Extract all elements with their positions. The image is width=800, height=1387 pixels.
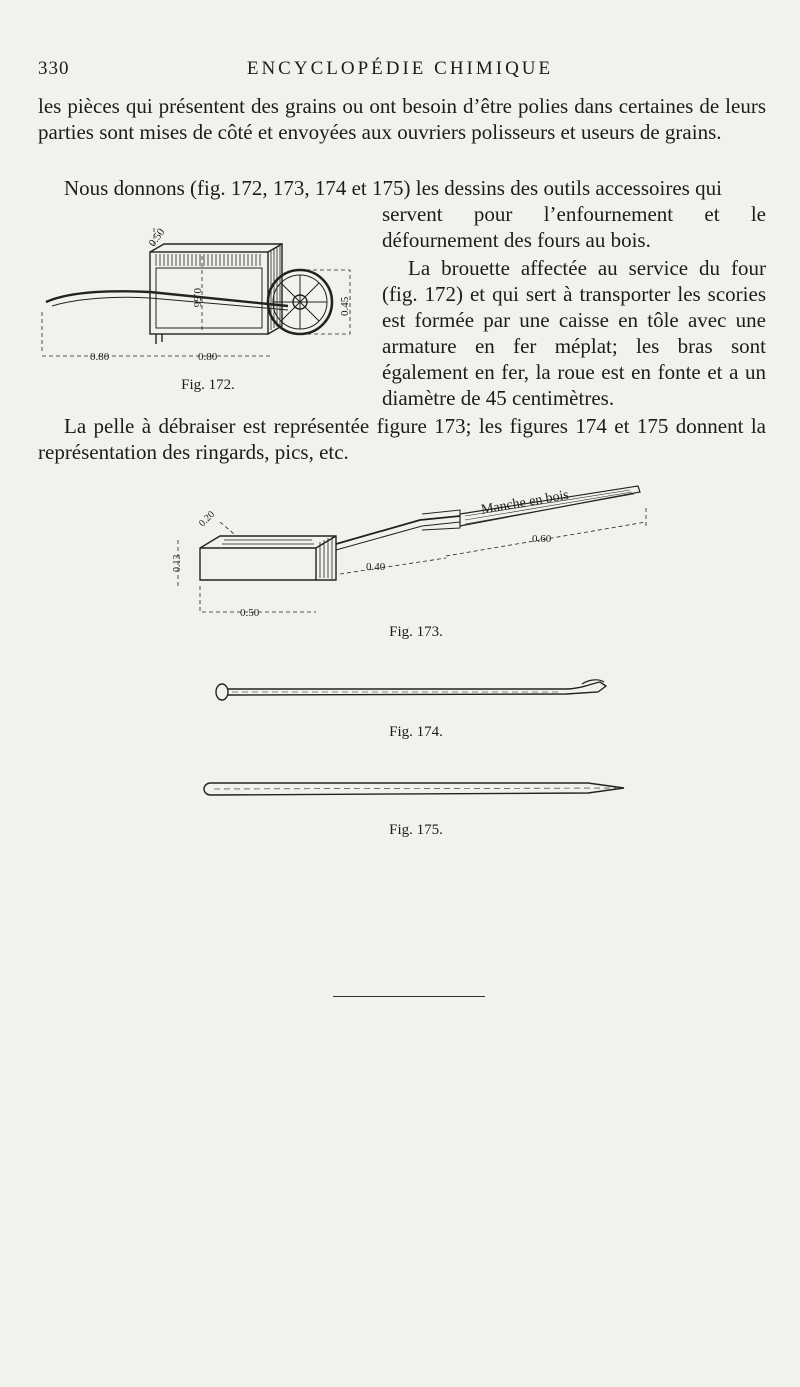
paragraph-2-rest: servent pour l’enfournement et le défournement des fours au bois.	[382, 202, 766, 252]
figure-172-wheelbarrow	[38, 222, 368, 374]
fig173-caption: Fig. 173.	[389, 624, 443, 640]
fig173-handle-label: Manche en bois	[480, 487, 571, 518]
fig173-dim-neck: 0.40	[366, 561, 386, 573]
page-number: 330	[38, 58, 70, 79]
fig172-dim-right: 0.80	[198, 351, 218, 363]
figure-173-shovel	[160, 470, 660, 622]
paragraph-1: les pièces qui présentent des grains ou ont besoin d’être polies dans certaines de leurs parties sont mises de côté et envoyées aux ouvriers polisseurs et useurs de grains.	[38, 94, 766, 144]
figure-174-ringard	[210, 674, 620, 710]
paragraph-3: La brouette affectée au service du four (fig. 172) et qui sert à transporter les scories est formée par une caisse en tôle avec une armature en fer méplat; les bras sont également en fer, la roue est en fonte et a un diamètre de 45 centimètres.	[382, 256, 766, 410]
barrow-wheel	[268, 270, 332, 334]
fig172-dim-wheel: 0.45	[339, 296, 351, 316]
fig174-caption: Fig. 174.	[389, 724, 443, 740]
fig172-dim-height: 0.56	[191, 288, 203, 308]
fig175-caption: Fig. 175.	[389, 822, 443, 838]
paragraph-2-line-1: Nous donnons (fig. 172, 173, 174 et 175) les dessins des outils accessoires qui	[64, 176, 722, 200]
figure-175-pic	[196, 774, 632, 804]
fig172-dim-top: 0.50	[146, 226, 168, 249]
fig173-dim-blade: 0.50	[240, 607, 260, 619]
page-header	[38, 58, 762, 84]
fig173-dim-top: 0.20	[196, 509, 218, 530]
fig173-dim-height: 0.13	[172, 554, 183, 572]
fig173-dim-handle: 0.60	[532, 533, 552, 545]
running-title: ENCYCLOPÉDIE CHIMIQUE	[246, 58, 554, 79]
fig172-dim-left: 0.80	[90, 351, 110, 363]
fig172-caption: Fig. 172.	[181, 377, 235, 393]
paragraph-4: La pelle à débraiser est représentée figure 173; les figures 174 et 175 donnent la représentation des ringards, pics, etc.	[38, 414, 766, 464]
section-divider	[333, 996, 485, 997]
barrow-handle	[46, 291, 288, 306]
